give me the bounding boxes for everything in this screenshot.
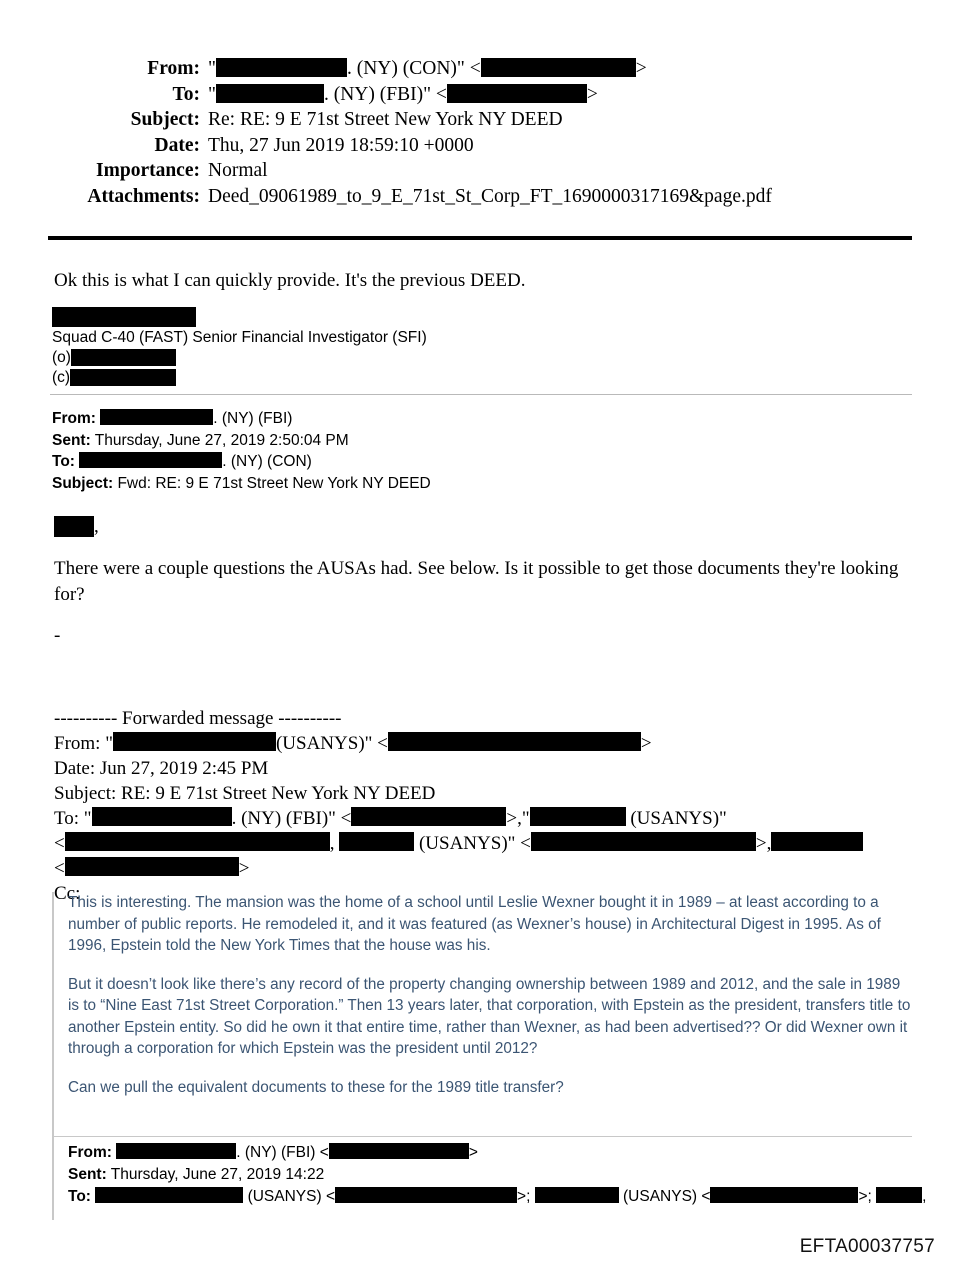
- redaction-bar: [481, 58, 636, 77]
- ausa-paragraph: There were a couple questions the AUSAs had. See below. Is it possible to get those documents they're looking for?: [54, 558, 899, 605]
- greeting-line: [54, 515, 99, 539]
- header-value-subject: Re: RE: 9 E 71st Street New York NY DEED: [208, 109, 563, 130]
- redaction-bar: [531, 832, 756, 851]
- fwd-to-seg9: >: [238, 858, 250, 879]
- header-row-attachments: [48, 184, 918, 210]
- fwd2-from-mid: . (NY) (FBI) <: [236, 1144, 329, 1161]
- fwd-to-seg7: >,: [755, 833, 772, 854]
- redaction-bar: [535, 1187, 619, 1203]
- fwd-to-seg6: (USANYS)" <: [418, 833, 531, 854]
- fwd1-subject-label: Subject:: [52, 474, 114, 492]
- header-row-date: [48, 133, 918, 159]
- header-from-mid: . (NY) (CON)" <: [346, 58, 481, 79]
- fwd-from-end: >: [640, 733, 652, 754]
- signature-cell-line: [52, 368, 427, 388]
- header-row-subject: [48, 107, 918, 133]
- fwd2-to-seg2: >;: [517, 1188, 531, 1205]
- header-divider-rule: [48, 236, 912, 240]
- fwd1-to-label: To:: [52, 453, 75, 470]
- fwd-to-seg8: <: [54, 858, 65, 879]
- separator-rule-lower: [52, 1136, 912, 1137]
- quoted-paragraph-3: Can we pull the equivalent documents to these for the 1989 title transfer?: [68, 1078, 564, 1096]
- fwd2-from-end: >: [468, 1144, 478, 1161]
- fwd1-to-line: [52, 451, 431, 473]
- fwd-to-seg3: (USANYS)": [630, 808, 727, 829]
- fwd1-subject-value: Fwd: RE: 9 E 71st Street New York NY DEED: [117, 474, 431, 492]
- redaction-bar: [339, 832, 414, 851]
- header-row-importance: [48, 158, 918, 184]
- signature-cell-label: (c): [52, 369, 71, 387]
- fwd-from-label: From: ": [54, 733, 113, 754]
- redaction-bar: [100, 409, 213, 425]
- header-value-importance: Normal: [208, 160, 268, 181]
- fwd-to-seg4: <: [54, 833, 65, 854]
- redaction-bar: [876, 1187, 922, 1203]
- fwd-subject-line: Subject: RE: 9 E 71st Street New York NY DEED: [54, 783, 436, 804]
- fwd-to-line-1: [54, 806, 934, 831]
- redaction-bar: [771, 832, 863, 851]
- fwd2-sent-line: [68, 1164, 926, 1186]
- quote-open: ": [208, 58, 216, 79]
- quoted-text-body: [68, 892, 914, 1098]
- fwd2-sent-label: Sent:: [68, 1166, 107, 1183]
- signature-office-line: [52, 348, 427, 368]
- redaction-bar: [329, 1143, 469, 1159]
- fwd-from-line: [54, 731, 934, 756]
- signature-name-line: [52, 308, 427, 328]
- header-value-to: [208, 82, 918, 108]
- forwarded-header-first: [52, 408, 431, 494]
- header-label-importance: Importance:: [96, 160, 200, 181]
- fwd-to-label: To: ": [54, 808, 92, 829]
- redaction-bar: [388, 732, 641, 751]
- redaction-bar: [216, 58, 347, 77]
- quote-open: ": [208, 83, 216, 105]
- signature-office-label: (o): [52, 349, 71, 367]
- header-to-end: >: [586, 83, 598, 105]
- fwd-cc-line: Cc:: [54, 883, 81, 904]
- quoted-paragraph-2: But it doesn’t look like there’s any record of the property changing ownership between 1989 and 2012, and the sale in 1989 is to “Nine East 71st Street Corporation.” Then 13 years later, that corporation, with Epstein as the president, transfers title to another Epstein entity. So did he own it that entire time, rather than Wexner, as had been advertised?? Or did Wexner own it through a corporation for which Epstein was the president until 2012?: [68, 975, 911, 1057]
- quote-indent-bar: [52, 892, 54, 1220]
- redaction-bar: [113, 732, 276, 751]
- redaction-bar: [65, 857, 239, 876]
- forwarded-header-second: [68, 1142, 926, 1208]
- redaction-bar: [70, 369, 176, 386]
- fwd1-from-value: . (NY) (FBI): [213, 410, 293, 427]
- forwarded-message-block: [54, 706, 934, 906]
- header-label-to: To:: [172, 83, 200, 105]
- fwd-to-seg2: >,": [506, 808, 530, 829]
- fwd2-to-seg1: (USANYS) <: [247, 1188, 336, 1205]
- header-value-attachments: Deed_09061989_to_9_E_71st_St_Corp_FT_1690000317169&page.pdf: [208, 185, 772, 207]
- fwd1-sent-label: Sent:: [52, 431, 91, 449]
- fwd2-from-label: From:: [68, 1144, 112, 1161]
- fwd-to-seg1: . (NY) (FBI)" <: [231, 808, 352, 829]
- fwd2-to-label: To:: [68, 1188, 91, 1205]
- fwd-to-seg5: ,: [329, 833, 335, 854]
- redaction-bar: [351, 807, 506, 826]
- reply-body-text: Ok this is what I can quickly provide. It's the previous DEED.: [54, 270, 526, 291]
- email-header: [48, 56, 918, 209]
- fwd1-sent-line: [52, 430, 431, 452]
- fwd-to-line-2: [54, 831, 934, 856]
- separator-rule-upper: [50, 394, 912, 395]
- header-row-to: [48, 82, 918, 108]
- dash-line: -: [54, 625, 61, 646]
- header-label-subject: Subject:: [130, 109, 200, 130]
- fwd1-from-label: From:: [52, 410, 96, 427]
- greeting-comma: ,: [94, 516, 99, 537]
- fwd-from-mid: (USANYS)" <: [275, 733, 388, 754]
- fwd2-from-line: [68, 1142, 926, 1164]
- fwd2-to-seg5: ,: [922, 1188, 927, 1205]
- header-label-date: Date:: [154, 134, 200, 156]
- fwd1-subject-line: [52, 473, 431, 495]
- bates-number: EFTA00037757: [799, 1236, 935, 1257]
- quoted-paragraph-1: This is interesting. The mansion was the home of a school until Leslie Wexner bought it in 1989 – at least according to a number of public reports. He remodeled it, and it was featured (as Wexner’s house) in Architectural Digest in 1995. As of 1996, Epstein told the New York Times that the house was his.: [68, 894, 881, 954]
- fwd1-to-value: . (NY) (CON): [222, 453, 312, 470]
- header-to-mid: . (NY) (FBI)" <: [323, 83, 447, 105]
- redaction-bar: [65, 832, 330, 851]
- signature-title: Squad C-40 (FAST) Senior Financial Investigator (SFI): [52, 329, 427, 347]
- redaction-bar: [79, 452, 222, 468]
- fwd1-from-line: [52, 408, 431, 430]
- header-value-from: [208, 56, 918, 82]
- header-label-attachments: Attachments:: [87, 185, 200, 207]
- redaction-bar: [447, 84, 587, 103]
- signature-block: [52, 308, 427, 388]
- fwd-to-line-3: [54, 856, 934, 881]
- fwd2-to-seg3: (USANYS) <: [623, 1188, 711, 1205]
- fwd1-sent-value: Thursday, June 27, 2019 2:50:04 PM: [94, 431, 349, 449]
- header-row-from: [48, 56, 918, 82]
- fwd-divider-text: ---------- Forwarded message ----------: [54, 708, 342, 729]
- quoted-reply-block: [52, 892, 932, 1098]
- header-value-date: Thu, 27 Jun 2019 18:59:10 +0000: [208, 134, 474, 156]
- redaction-bar: [92, 807, 232, 826]
- redaction-bar: [530, 807, 626, 826]
- redaction-bar: [52, 307, 196, 327]
- redaction-bar: [54, 516, 94, 537]
- fwd-date-line: Date: Jun 27, 2019 2:45 PM: [54, 758, 269, 779]
- redaction-bar: [116, 1143, 236, 1159]
- fwd2-sent-value: Thursday, June 27, 2019 14:22: [110, 1166, 325, 1183]
- redaction-bar: [95, 1187, 243, 1203]
- redaction-bar: [710, 1187, 858, 1203]
- fwd2-to-line: [68, 1186, 926, 1208]
- redaction-bar: [216, 84, 324, 103]
- redaction-bar: [335, 1187, 517, 1203]
- header-from-end: >: [635, 58, 647, 79]
- redaction-bar: [71, 349, 176, 366]
- fwd2-to-seg4: >;: [858, 1188, 872, 1205]
- header-label-from: From:: [147, 58, 200, 79]
